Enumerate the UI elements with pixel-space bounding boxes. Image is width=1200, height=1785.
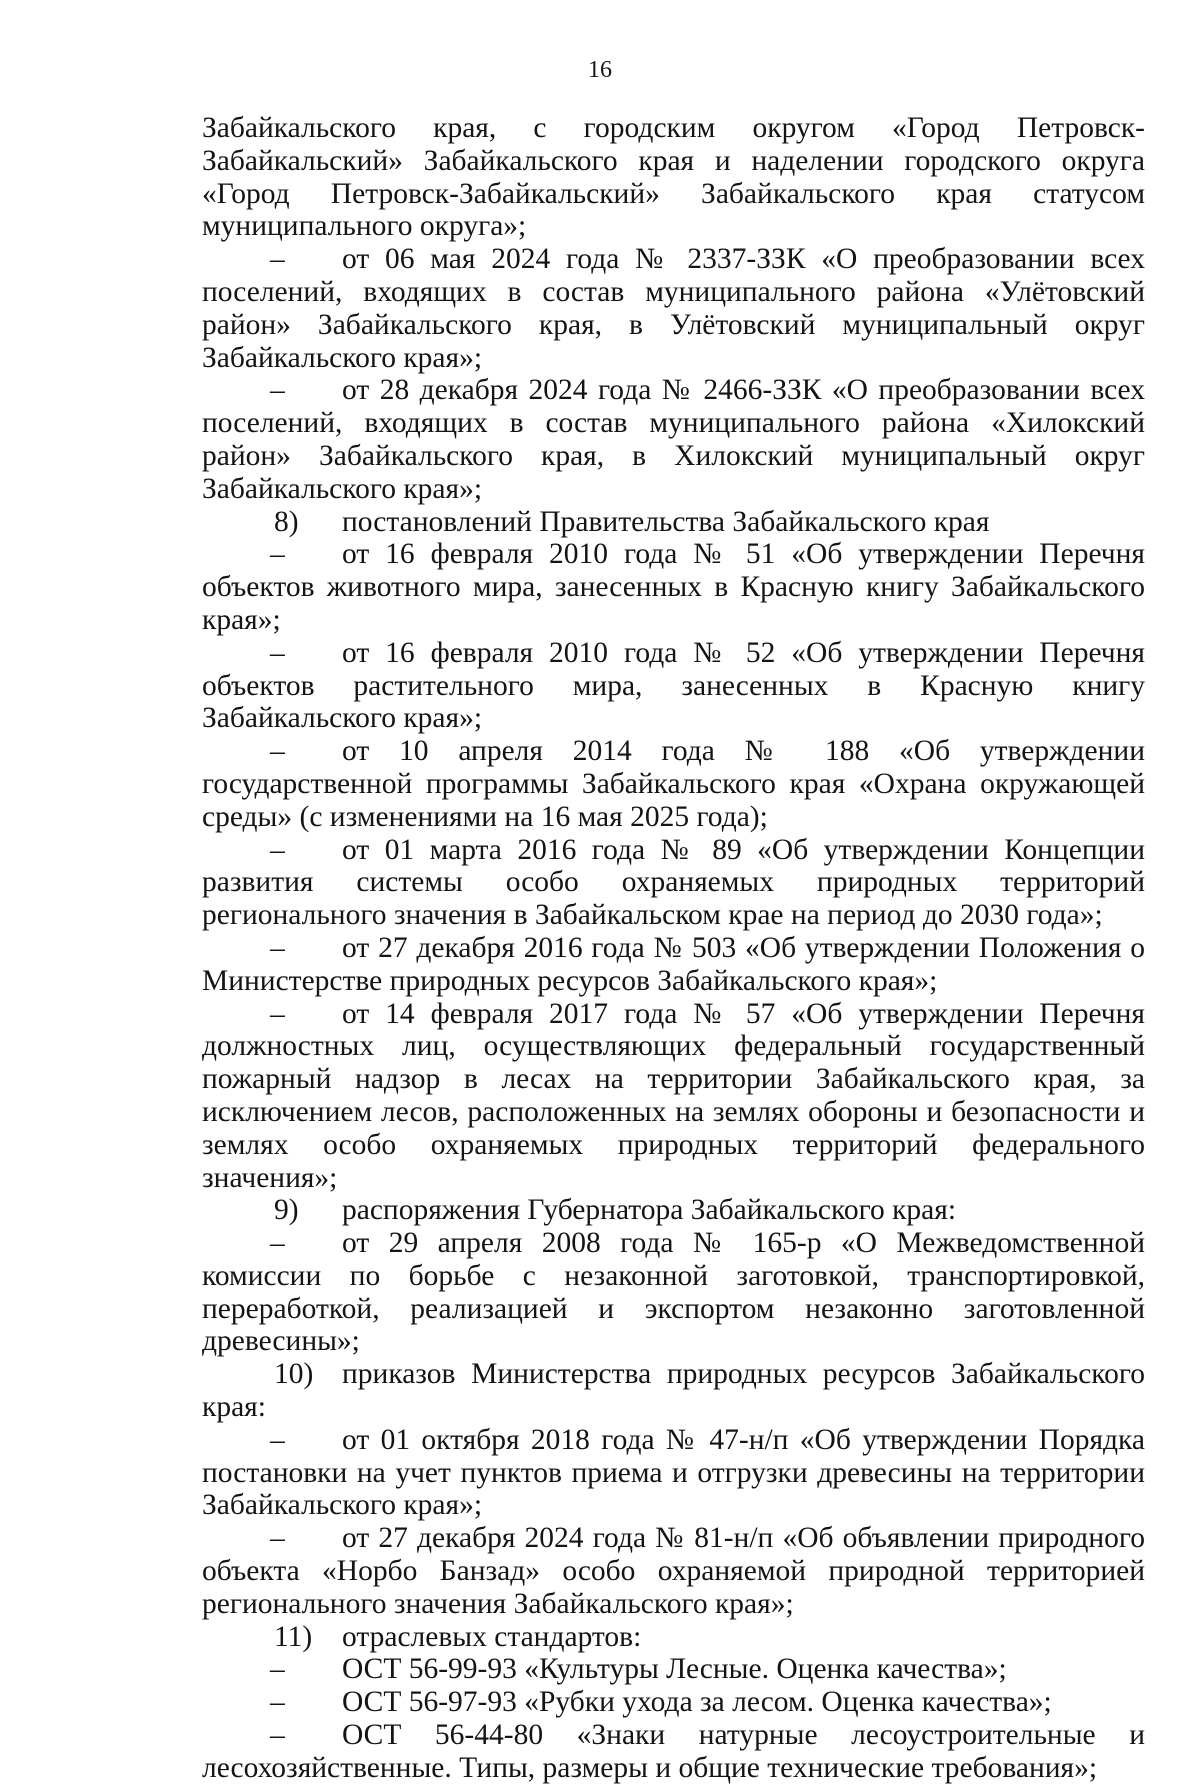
list-dash: – [270, 997, 285, 1030]
paragraph-continuation [202, 112, 1145, 243]
list-item [202, 1227, 1145, 1358]
list-dash: – [270, 735, 285, 768]
paragraph-text: постановлений Правительства Забайкальского края [342, 505, 990, 538]
paragraph-text: от 14 февраля 2017 года № 57 «Об утверждении Перечня должностных лиц, осуществляющих федеральный государственный пожарный надзор в лесах на территории Забайкальского края, за исключением лесов, расположенных на землях обороны и безопасности и землях особо охраняемых природных территорий федерального значения»; [202, 997, 1145, 1194]
paragraph-text: ОСТ 56-97-93 «Рубки ухода за лесом. Оценка качества»; [342, 1686, 1052, 1719]
list-dash: – [270, 1719, 285, 1752]
section-number: 10) [274, 1358, 314, 1391]
paragraph-text: от 29 апреля 2008 года № 165-р «О Межведомственной комиссии по борьбе с незаконной заготовкой, транспортировкой, переработкой, реализацией и экспортом незаконно заготовленной древесины»; [202, 1227, 1145, 1358]
paragraph-text: от 01 марта 2016 года № 89 «Об утверждении Концепции развития системы особо охраняемых природных территорий регионального значения в Забайкальском крае на период до 2030 года»; [202, 833, 1145, 932]
paragraph-text: ОСТ 56-99-93 «Культуры Лесные. Оценка качества»; [342, 1653, 1007, 1686]
list-item [202, 374, 1145, 505]
list-item [202, 998, 1145, 1195]
list-item [202, 1424, 1145, 1522]
list-item [202, 932, 1145, 998]
list-dash: – [270, 931, 285, 964]
list-item [202, 1686, 1145, 1719]
numbered-section [202, 1621, 1145, 1654]
paragraph-text: от 16 февраля 2010 года № 52 «Об утверждении Перечня объектов растительного мира, занесенных в Красную книгу Забайкальского края»; [202, 636, 1145, 735]
list-dash: – [270, 1653, 285, 1686]
list-dash: – [270, 243, 285, 276]
list-item [202, 1719, 1145, 1785]
paragraph-text: от 10 апреля 2014 года № 188 «Об утверждении государственной программы Забайкальского края «Охрана окружающей среды» (с изменениями на 16 мая 2025 года); [202, 735, 1145, 833]
paragraph-text: Забайкальского края, с городским округом «Город Петровск-Забайкальский» Забайкальского края и наделении городского округа «Город Петровск-Забайкальский» Забайкальского края статусом муниципального округа»; [202, 112, 1145, 243]
paragraph-text: от 27 декабря 2024 года № 81-н/п «Об объявлении природного объекта «Норбо Банзад» особо охраняемой природной территорией регионального значения Забайкальского края»; [202, 1522, 1145, 1620]
page-number: 16 [588, 57, 612, 83]
list-item [202, 1522, 1145, 1620]
list-dash: – [270, 1423, 285, 1456]
list-dash: – [270, 636, 285, 669]
list-item [202, 243, 1145, 374]
paragraph-text: распоряжения Губернатора Забайкальского края: [342, 1194, 957, 1227]
list-item [202, 1653, 1145, 1686]
numbered-section [202, 506, 1145, 539]
section-number: 11) [274, 1620, 313, 1653]
document-body [202, 112, 1145, 1785]
list-dash: – [270, 1522, 285, 1555]
numbered-section [202, 1358, 1145, 1424]
list-dash: – [270, 1686, 285, 1719]
numbered-section [202, 1194, 1145, 1227]
paragraph-text: от 16 февраля 2010 года № 51 «Об утверждении Перечня объектов животного мира, занесенных в Красную книгу Забайкальского края»; [202, 538, 1145, 636]
list-item [202, 637, 1145, 735]
paragraph-text: отраслевых стандартов: [342, 1620, 642, 1653]
paragraph-text: от 27 декабря 2016 года № 503 «Об утверждении Положения о Министерстве природных ресурсов Забайкальского края»; [202, 931, 1145, 997]
paragraph-text: от 28 декабря 2024 года № 2466-ЗЗК «О преобразовании всех поселений, входящих в состав муниципального района «Хилокский район» Забайкальского края, в Хилокский муниципальный округ Забайкальского края»; [202, 374, 1145, 505]
list-item [202, 538, 1145, 636]
paragraph-text: от 01 октября 2018 года № 47-н/п «Об утверждении Порядка постановки на учет пунктов приема и отгрузки древесины на территории Забайкальского края»; [202, 1423, 1145, 1522]
list-dash: – [270, 1227, 285, 1260]
list-item [202, 834, 1145, 932]
paragraph-text: приказов Министерства природных ресурсов Забайкальского края: [202, 1358, 1145, 1424]
section-number: 9) [274, 1194, 299, 1227]
section-number: 8) [274, 505, 299, 538]
list-dash: – [270, 374, 285, 407]
paragraph-text: ОСТ 56-44-80 «Знаки натурные лесоустроительные и лесохозяйственные. Типы, размеры и общие технические требования»; [202, 1719, 1145, 1784]
list-dash: – [270, 833, 285, 866]
list-item [202, 735, 1145, 833]
paragraph-text: от 06 мая 2024 года № 2337-ЗЗК «О преобразовании всех поселений, входящих в состав муниципального района «Улётовский район» Забайкальского края, в Улётовский муниципальный округ Забайкальского края»; [202, 243, 1145, 374]
list-dash: – [270, 538, 285, 571]
